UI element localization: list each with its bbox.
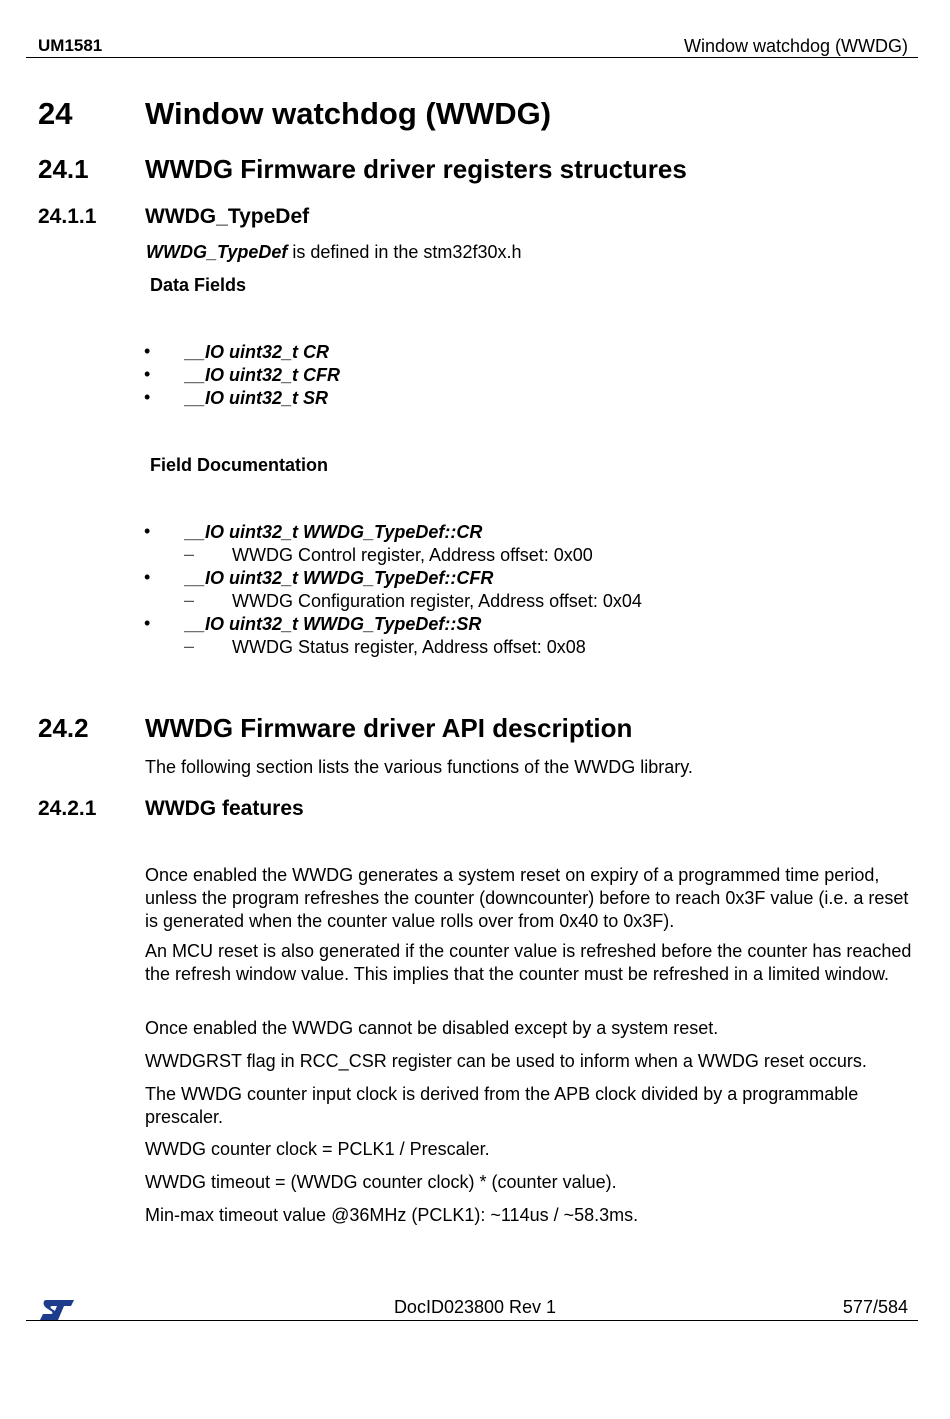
typedef-intro <box>146 241 521 263</box>
doc-code: UM1581 <box>38 36 103 55</box>
field-doc-label: Field Documentation <box>150 455 329 475</box>
bullet-icon: • <box>144 387 151 407</box>
subsection-title: WWDG features <box>145 797 304 820</box>
data-field-item: __IO uint32_t CFR <box>185 365 341 385</box>
subsection-number: 24.2.1 <box>38 797 97 820</box>
field-doc-desc: WWDG Configuration register, Address offset: 0x04 <box>232 591 642 611</box>
data-fields-label: Data Fields <box>150 275 247 295</box>
footer-rule <box>26 1320 918 1321</box>
feature-paragraph: The WWDG counter input clock is derived from the APB clock divided by a programmable prescaler. <box>145 1084 859 1127</box>
bullet-icon: • <box>144 341 151 361</box>
data-field-item: __IO uint32_t SR <box>185 388 329 408</box>
header-rule <box>26 57 918 58</box>
field-doc-name: __IO uint32_t WWDG_TypeDef::CR <box>185 522 483 542</box>
chapter-number: 24 <box>38 96 73 131</box>
bullet-icon: • <box>144 521 151 541</box>
typedef-intro-rest: is defined in the stm32f30x.h <box>287 242 522 262</box>
section-number: 24.1 <box>38 154 89 184</box>
feature-paragraph: An MCU reset is also generated if the counter value is refreshed before the counter has reached the refresh window value. This implies that the counter must be refreshed in a limited window. <box>145 941 912 984</box>
field-doc-desc: WWDG Control register, Address offset: 0x00 <box>232 545 593 565</box>
feature-paragraph: Min-max timeout value @36MHz (PCLK1): ~114us / ~58.3ms. <box>145 1205 639 1225</box>
field-doc-name: __IO uint32_t WWDG_TypeDef::SR <box>185 614 482 634</box>
running-chapter-title: Window watchdog (WWDG) <box>683 36 908 56</box>
field-doc-desc: WWDG Status register, Address offset: 0x08 <box>232 637 586 657</box>
data-field-item: __IO uint32_t CR <box>185 342 330 362</box>
feature-paragraph: WWDG counter clock = PCLK1 / Prescaler. <box>145 1139 490 1159</box>
section-title: WWDG Firmware driver registers structures <box>145 154 687 184</box>
bullet-icon: • <box>144 364 151 384</box>
section-title: WWDG Firmware driver API description <box>145 713 633 743</box>
chapter-title: Window watchdog (WWDG) <box>145 96 552 131</box>
feature-paragraph: WWDG timeout = (WWDG counter clock) * (counter value). <box>145 1172 617 1192</box>
bullet-icon: • <box>144 567 151 587</box>
footer-doc-id: DocID023800 Rev 1 <box>393 1297 557 1317</box>
dash-icon: – <box>184 636 195 656</box>
bullet-icon: • <box>144 613 151 633</box>
dash-icon: – <box>184 544 195 564</box>
subsection-title: WWDG_TypeDef <box>145 205 310 228</box>
section-intro: The following section lists the various functions of the WWDG library. <box>145 757 693 777</box>
field-doc-name: __IO uint32_t WWDG_TypeDef::CFR <box>185 568 494 588</box>
section-number: 24.2 <box>38 713 89 743</box>
feature-paragraph: WWDGRST flag in RCC_CSR register can be used to inform when a WWDG reset occurs. <box>145 1051 867 1071</box>
dash-icon: – <box>184 590 195 610</box>
feature-paragraph: Once enabled the WWDG cannot be disabled except by a system reset. <box>145 1018 719 1038</box>
footer-page-number: 577/584 <box>842 1297 908 1317</box>
subsection-number: 24.1.1 <box>38 205 97 228</box>
feature-paragraph: Once enabled the WWDG generates a system reset on expiry of a programmed time period, unless the program refreshes the counter (downcounter) before to reach 0x3F value (i.e. a reset is generated when the counter value rolls over from 0x40 to 0x3F). <box>145 865 909 931</box>
typedef-name: WWDG_TypeDef <box>146 242 288 262</box>
